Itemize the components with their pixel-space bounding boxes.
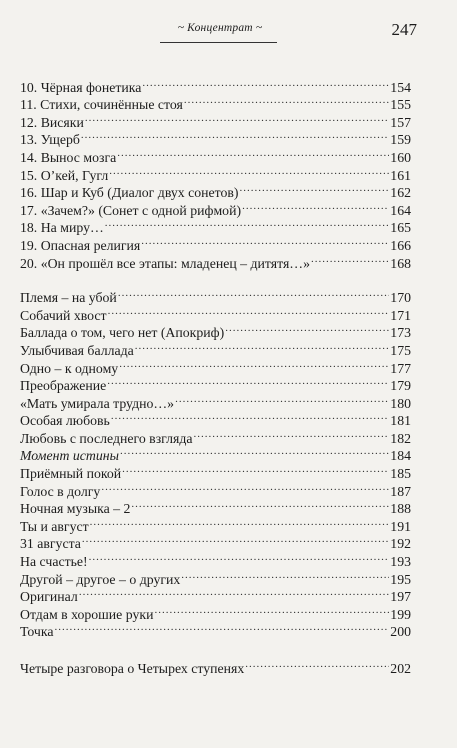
toc-entry-page: 168 bbox=[390, 255, 411, 271]
dot-leader bbox=[242, 197, 389, 215]
toc-entry-title: 12. Висяки bbox=[20, 114, 84, 130]
toc-entry-title: 18. На миру… bbox=[20, 220, 104, 236]
toc-entry-page: 164 bbox=[390, 202, 411, 218]
dot-leader bbox=[240, 180, 390, 198]
dot-leader bbox=[55, 619, 390, 637]
page-number: 247 bbox=[391, 20, 417, 39]
toc-entry-title: Точка bbox=[20, 624, 54, 640]
running-header: ~ Концентрат ~ bbox=[177, 22, 263, 34]
toc-section bbox=[20, 655, 411, 676]
toc-entry-page: 195 bbox=[390, 571, 411, 587]
dot-leader bbox=[101, 478, 389, 496]
toc-entry-title: Одно – к одному bbox=[20, 360, 119, 376]
toc-entry-title: 11. Стихи, сочинённые стоя bbox=[20, 97, 183, 113]
toc-entry-page: 197 bbox=[390, 589, 411, 605]
dot-leader bbox=[105, 215, 390, 233]
toc-entry bbox=[20, 74, 411, 95]
toc-entry-title: Преображение bbox=[20, 378, 107, 394]
toc-entry-title: Приёмный покой bbox=[20, 466, 122, 482]
toc-entry bbox=[20, 285, 411, 306]
dot-leader bbox=[175, 390, 389, 408]
toc-entry-title: 17. «Зачем?» (Сонет с одной рифмой) bbox=[20, 202, 242, 218]
dot-leader bbox=[119, 355, 389, 373]
toc-entry-title: Племя – на убой bbox=[20, 290, 117, 306]
table-of-contents bbox=[20, 74, 411, 676]
dot-leader bbox=[89, 548, 390, 566]
toc-entry bbox=[20, 655, 411, 676]
toc-entry-title: Четыре разговора о Четырех ступенях bbox=[20, 661, 245, 676]
toc-entry-title: Другой – другое – о других bbox=[20, 571, 181, 587]
dot-leader bbox=[135, 337, 390, 355]
toc-entry-title: 19. Опасная религия bbox=[20, 237, 141, 253]
toc-entry bbox=[20, 619, 411, 640]
toc-entry-title: 10. Чёрная фонетика bbox=[20, 79, 142, 95]
toc-entry-page: 181 bbox=[390, 413, 411, 429]
header-rule bbox=[160, 42, 277, 43]
dot-leader bbox=[120, 443, 389, 461]
toc-entry-page: 187 bbox=[390, 483, 411, 499]
toc-entry-page: 171 bbox=[390, 307, 411, 323]
dot-leader bbox=[108, 302, 390, 320]
toc-entry-title: Оригинал bbox=[20, 589, 78, 605]
toc-entry-title: Собачий хвост bbox=[20, 307, 107, 323]
toc-entry-title: Ночная музыка – 2 bbox=[20, 501, 131, 517]
toc-entry-page: 200 bbox=[390, 624, 411, 640]
toc-entry-title: Любовь с последнего взгляда bbox=[20, 430, 193, 446]
toc-entry-title: Баллада о том, чего нет (Апокриф) bbox=[20, 325, 225, 341]
toc-entry-title: Голос в долгу bbox=[20, 483, 101, 499]
dot-leader bbox=[90, 513, 390, 531]
toc-entry-page: 173 bbox=[390, 325, 411, 341]
toc-entry-title: На счастье! bbox=[20, 554, 88, 570]
dot-leader bbox=[81, 127, 389, 145]
toc-entry-title: 20. «Он прошёл все этапы: младенец – дитятя…» bbox=[20, 255, 311, 271]
dot-leader bbox=[111, 408, 389, 426]
dot-leader bbox=[225, 320, 389, 338]
toc-entry-page: 165 bbox=[390, 220, 411, 236]
dot-leader bbox=[141, 232, 389, 250]
toc-entry-page: 182 bbox=[390, 430, 411, 446]
dot-leader bbox=[181, 566, 389, 584]
toc-entry-page: 192 bbox=[390, 536, 411, 552]
toc-entry-title: 31 августа bbox=[20, 536, 81, 552]
toc-entry-page: 161 bbox=[390, 167, 411, 183]
toc-section bbox=[20, 74, 411, 271]
dot-leader bbox=[107, 373, 389, 391]
dot-leader bbox=[184, 92, 389, 110]
dot-leader bbox=[117, 144, 389, 162]
dot-leader bbox=[122, 460, 389, 478]
dot-leader bbox=[109, 162, 389, 180]
toc-entry-page: 159 bbox=[390, 132, 411, 148]
dot-leader bbox=[118, 285, 389, 303]
dot-leader bbox=[142, 74, 389, 92]
toc-entry-title: Улыбчивая баллада bbox=[20, 342, 134, 358]
dot-leader bbox=[193, 425, 389, 443]
toc-entry-title: Момент истины bbox=[20, 448, 119, 464]
toc-entry-title: 14. Вынос мозга bbox=[20, 149, 117, 165]
toc-entry-title: «Мать умирала трудно…» bbox=[20, 395, 175, 411]
toc-entry-title: 16. Шар и Куб (Диалог двух сонетов) bbox=[20, 185, 239, 201]
toc-entry-page: 154 bbox=[390, 79, 411, 95]
toc-entry bbox=[20, 584, 411, 605]
toc-entry-title: 15. О’кей, Гугл bbox=[20, 167, 109, 183]
toc-entry-page: 157 bbox=[390, 114, 411, 130]
dot-leader bbox=[85, 109, 389, 127]
dot-leader bbox=[311, 250, 389, 268]
dot-leader bbox=[245, 655, 389, 673]
toc-section bbox=[20, 285, 411, 640]
dot-leader bbox=[82, 531, 389, 549]
toc-entry-title: Особая любовь bbox=[20, 413, 110, 429]
dot-leader bbox=[131, 496, 389, 514]
toc-entry-page: 185 bbox=[390, 466, 411, 482]
toc-entry-title: 13. Ущерб bbox=[20, 132, 80, 148]
toc-entry-page: 155 bbox=[390, 97, 411, 113]
toc-entry-title: Отдам в хорошие руки bbox=[20, 606, 154, 622]
toc-entry-page: 202 bbox=[390, 661, 411, 676]
toc-entry-page: 160 bbox=[390, 149, 411, 165]
toc-entry-page: 199 bbox=[390, 606, 411, 622]
toc-entry-page: 175 bbox=[390, 342, 411, 358]
toc-entry-page: 193 bbox=[390, 554, 411, 570]
toc-entry-page: 170 bbox=[390, 290, 411, 306]
toc-entry-page: 184 bbox=[390, 448, 411, 464]
toc-entry-title: Ты и август bbox=[20, 518, 89, 534]
toc-entry-page: 162 bbox=[390, 185, 411, 201]
toc-entry-page: 177 bbox=[390, 360, 411, 376]
toc-entry-page: 191 bbox=[390, 518, 411, 534]
toc-entry-page: 166 bbox=[390, 237, 411, 253]
dot-leader bbox=[79, 584, 389, 602]
toc-entry-page: 179 bbox=[390, 378, 411, 394]
toc-entry bbox=[20, 601, 411, 622]
toc-entry-page: 188 bbox=[390, 501, 411, 517]
toc-entry-page: 180 bbox=[390, 395, 411, 411]
dot-leader bbox=[154, 601, 389, 619]
